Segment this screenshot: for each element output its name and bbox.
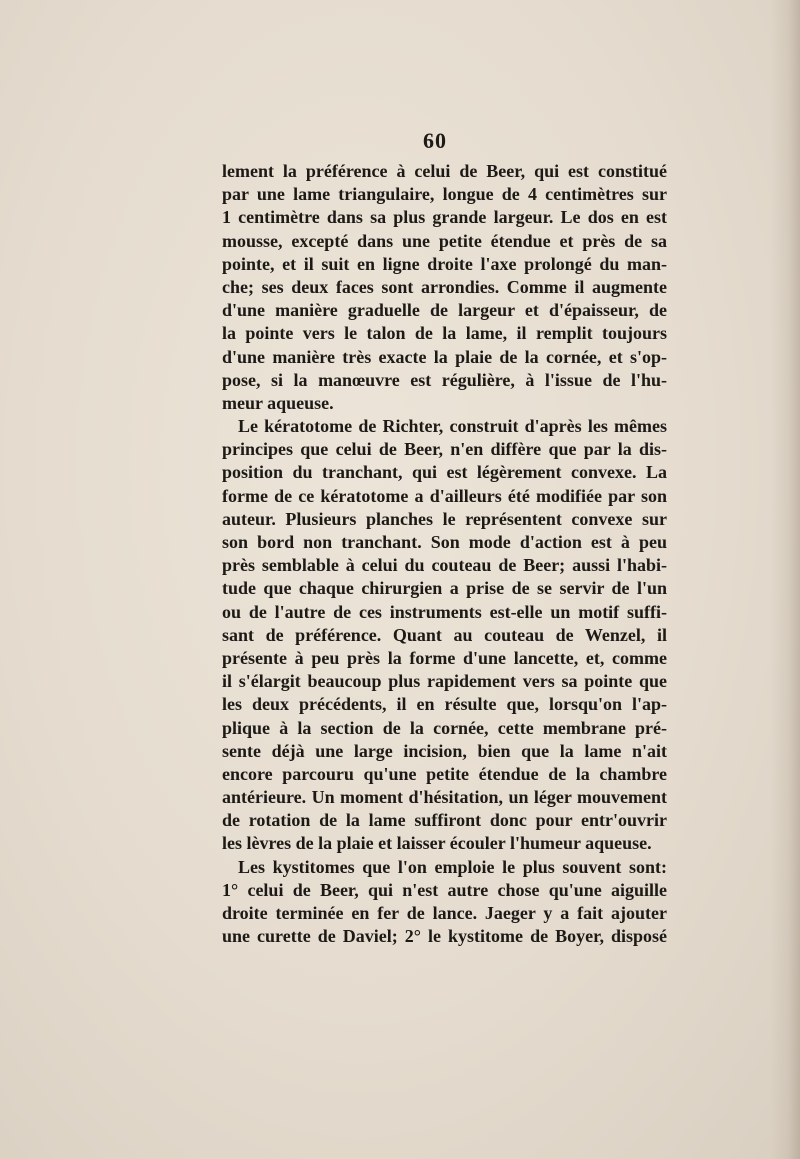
- text-line: sant de préférence. Quant au couteau de Wenzel, il: [222, 624, 667, 645]
- text-line: ou de l'autre de ces instruments est-elle un motif suffi-: [222, 601, 667, 622]
- text-line: mousse, excepté dans une petite étendue et près de sa: [222, 230, 667, 251]
- text-line: pose, si la manœuvre est régulière, à l'issue de l'hu-: [222, 369, 667, 390]
- text-line: d'une manière graduelle de largeur et d'épaisseur, de: [222, 300, 667, 321]
- text-line: meur aqueuse.: [222, 392, 334, 413]
- text-line: sente déjà une large incision, bien que la lame n'ait: [222, 740, 667, 761]
- text-line: une curette de Daviel; 2° le kystitome de Boyer, disposé: [222, 926, 667, 947]
- page-gutter-shadow: [770, 0, 800, 1159]
- text-line: che; ses deux faces sont arrondies. Comme il augmente: [222, 276, 667, 297]
- text-line: Le kératotome de Richter, construit d'après les mêmes: [238, 416, 667, 437]
- text-line: 1° celui de Beer, qui n'est autre chose qu'une aiguille: [222, 879, 667, 900]
- text-line: près semblable à celui du couteau de Beer; aussi l'habi-: [222, 555, 667, 576]
- text-line: Les kystitomes que l'on emploie le plus souvent sont:: [238, 856, 667, 877]
- text-line: tude que chaque chirurgien a prise de se servir de l'un: [222, 578, 667, 599]
- text-line: lement la préférence à celui de Beer, qui est constitué: [222, 161, 667, 181]
- text-line: de rotation de la lame suffiront donc pour entr'ouvrir: [222, 810, 667, 831]
- page-number: 60: [423, 128, 447, 153]
- text-line: son bord non tranchant. Son mode d'action est à peu: [222, 532, 667, 552]
- text-line: antérieure. Un moment d'hésitation, un léger mouvement: [222, 787, 667, 808]
- text-line: auteur. Plusieurs planches le représentent convexe sur: [222, 508, 667, 529]
- text-line: encore parcouru qu'une petite étendue de la chambre: [222, 763, 667, 784]
- body-text: [222, 160, 667, 948]
- text-line: présente à peu près la forme d'une lancette, et, comme: [222, 647, 667, 668]
- text-line: plique à la section de la cornée, cette membrane pré-: [222, 717, 667, 738]
- text-line: les deux précédents, il en résulte que, lorsqu'on l'ap-: [222, 694, 667, 715]
- text-line: il s'élargit beaucoup plus rapidement vers sa pointe que: [222, 671, 667, 692]
- text-line: principes que celui de Beer, n'en diffère que par la dis-: [222, 439, 667, 460]
- text-line: droite terminée en fer de lance. Jaeger y a fait ajouter: [222, 903, 667, 923]
- text-line: position du tranchant, qui est légèrement convexe. La: [222, 462, 667, 483]
- text-line: d'une manière très exacte la plaie de la cornée, et s'op-: [222, 346, 667, 367]
- text-line: 1 centimètre dans sa plus grande largeur. Le dos en est: [222, 207, 667, 228]
- text-line: pointe, et il suit en ligne droite l'axe prolongé du man-: [222, 253, 667, 274]
- text-line: la pointe vers le talon de la lame, il remplit toujours: [222, 323, 667, 344]
- text-line: les lèvres de la plaie et laisser écouler l'humeur aqueuse.: [222, 833, 652, 854]
- text-line: par une lame triangulaire, longue de 4 centimètres sur: [222, 184, 667, 205]
- text-line: forme de ce kératotome a d'ailleurs été modifiée par son: [222, 485, 667, 506]
